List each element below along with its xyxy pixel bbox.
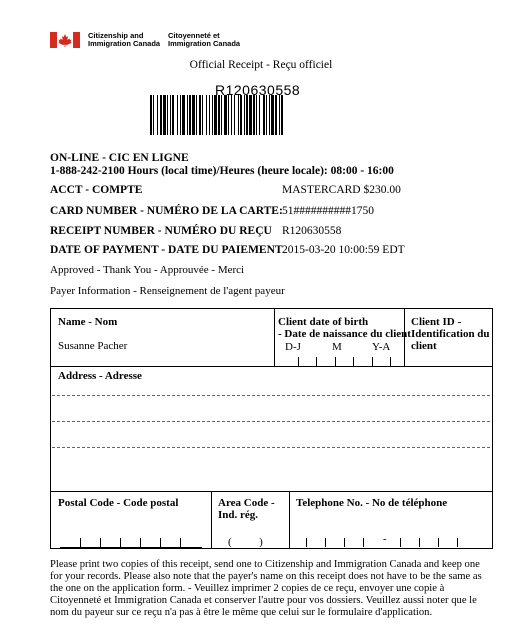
phone-tick [344, 538, 345, 547]
form-divider-bottom [50, 491, 492, 492]
barcode-text: R120630558 [215, 82, 301, 98]
barcode-bar [281, 95, 283, 135]
area-code-parens: ( ) [228, 536, 263, 548]
card-number-value: 51##########1750 [282, 205, 374, 217]
dob-tick [335, 357, 336, 366]
form-vdivider-postal [211, 491, 212, 548]
name-value: Susanne Pacher [58, 340, 128, 352]
client-id-label [411, 316, 490, 352]
area-code-label [218, 497, 275, 521]
hours-line: 1-888-242-2100 Hours (local time)/Heures (heure locale): 08:00 - 16:00 [50, 165, 394, 177]
department-name-fr [168, 32, 240, 48]
department-fr-line1: Citoyenneté et [168, 31, 220, 40]
dob-tick [353, 357, 354, 366]
dob-label-line1: Client date of birth [278, 316, 369, 328]
form-vdivider-area [289, 491, 290, 548]
footer-note: Please print two copies of this receipt, send one to Citizenship and Immigration Canada and keep one for your records. Please also note that the payer's name on this receipt does not have to be the same as the one on the application form. - Veuillez imprimer 2 copies de ce reçu, envoyer une copie à Citoyenneté et Immigration Canada et conserver l'autre pour vos dossiers. Veuillez aussi noter que le nom du payeur sur ce reçu n'a pas à être le même que celui sur le formulaire d'application. [50, 559, 482, 618]
postal-tick [140, 538, 141, 547]
dob-year-label: Y-A [372, 341, 391, 353]
address-label: Address - Adresse [58, 370, 142, 382]
address-line [52, 447, 490, 448]
date-of-payment-value: 2015-03-20 10:00:59 EDT [282, 244, 405, 256]
receipt-number-label: RECEIPT NUMBER - NUMÉRO DU REÇU [50, 225, 272, 237]
department-en-line2: Immigration Canada [88, 39, 161, 48]
postal-tick [80, 538, 81, 547]
telephone-dash: - [383, 533, 387, 545]
area-code-line1: Area Code - [218, 497, 275, 509]
acct-value: MASTERCARD $230.00 [282, 184, 401, 196]
canada-flag-icon [50, 32, 80, 48]
barcode [150, 95, 365, 135]
postal-tick [160, 538, 161, 547]
dob-day-label: D-J [285, 341, 301, 353]
phone-tick [325, 538, 326, 547]
client-id-line3: client [411, 340, 437, 352]
dob-tick [298, 357, 299, 366]
postal-tick [180, 538, 181, 547]
department-en-line1: Citizenship and [88, 31, 144, 40]
name-label: Name - Nom [58, 316, 118, 328]
department-name-en [88, 32, 160, 48]
phone-tick [438, 538, 439, 547]
phone-tick [306, 538, 307, 547]
postal-code-label: Postal Code - Code postal [58, 497, 179, 509]
dob-month-label: M [332, 341, 342, 353]
postal-tick [100, 538, 101, 547]
form-divider-top [50, 366, 492, 367]
dob-tick [316, 357, 317, 366]
receipt-title: Official Receipt - Reçu officiel [189, 59, 333, 71]
postal-entry-line [60, 547, 202, 548]
address-line [52, 395, 490, 396]
acct-label: ACCT - COMPTE [50, 184, 143, 196]
receipt-number-value: R120630558 [282, 225, 342, 237]
client-id-line1: Client ID - [411, 316, 462, 328]
approved-text: Approved - Thank You - Approuvée - Merci [50, 264, 245, 276]
dob-label-line2: - Date de naissance du client [278, 328, 411, 340]
date-of-payment-label: DATE OF PAYMENT - DATE DU PAIEMENT [50, 244, 283, 256]
dob-label [278, 316, 411, 340]
client-id-line2: Identification du [411, 328, 490, 340]
address-line [52, 421, 490, 422]
area-code-line2: Ind. rég. [218, 509, 259, 521]
dob-tick [390, 357, 391, 366]
phone-tick [363, 538, 364, 547]
phone-tick [457, 538, 458, 547]
department-fr-line2: Immigration Canada [168, 39, 241, 48]
card-number-label: CARD NUMBER - NUMÉRO DE LA CARTE: [50, 205, 283, 217]
telephone-label: Telephone No. - No de téléphone [296, 497, 448, 509]
postal-tick [120, 538, 121, 547]
online-heading: ON-LINE - CIC EN LIGNE [50, 152, 189, 164]
form-vdivider-name [274, 308, 275, 367]
phone-tick [419, 538, 420, 547]
dob-entry-line [281, 366, 391, 367]
dob-tick [372, 357, 373, 366]
payer-info-heading: Payer Information - Renseignement de l'agent payeur [50, 285, 285, 297]
phone-tick [400, 538, 401, 547]
